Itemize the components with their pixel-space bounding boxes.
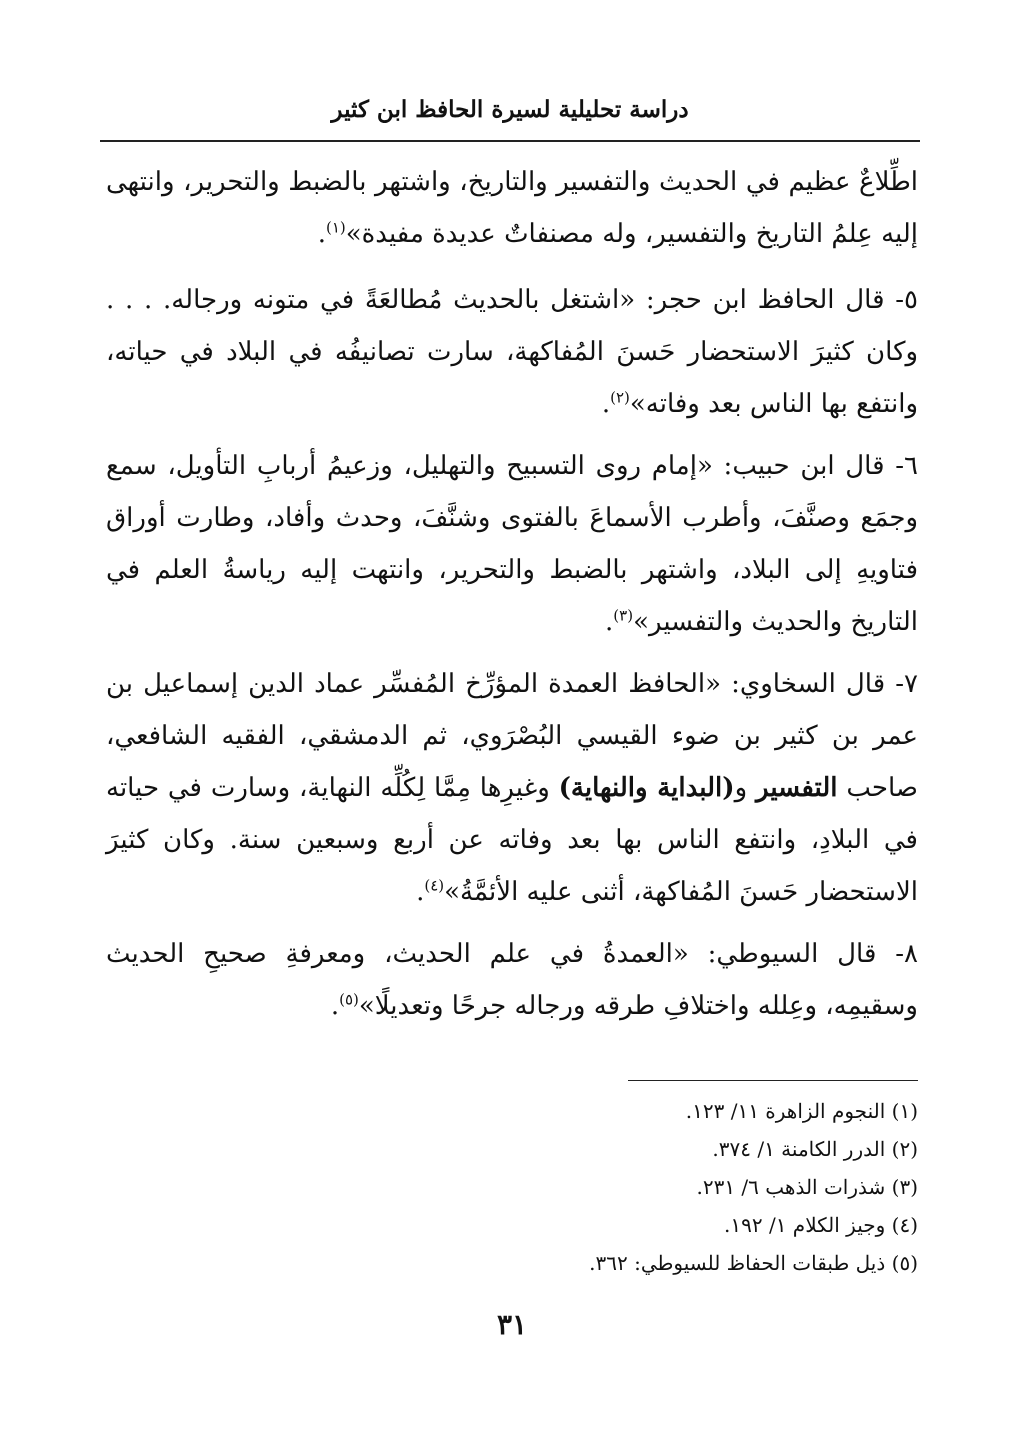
paragraph-text: قال السيوطي: «العمدةُ في علم الحديث، ومعرفةِ صحيحِ الحديث وسقيمِه، وعِلله واختلافِ طرقه ورجاله جرحًا وتعديلًا» <box>106 939 918 1021</box>
item-number: ٨- <box>895 939 919 969</box>
footnote-1: (١) النجوم الزاهرة ١١/ ١٢٣. <box>685 1099 918 1123</box>
paragraph-text: اطِّلاعٌ عظيم في الحديث والتفسير والتاريخ، واشتهر بالضبط والتحرير، وانتهى إليه عِلمُ التاريخ والتفسير، وله مصنفاتٌ عديدة مفيدة» <box>106 167 918 249</box>
paragraph-5: ٥- قال الحافظ ابن حجر: «اشتغل بالحديث مُطالعَةً في متونه ورجاله. . . . وكان كثيرَ الاستحضار حَسنَ المُفاكهة، سارت تصانيفُه في البلاد في حياته، وانتفع بها الناس بعد وفاته»$^{(٢)}$. <box>106 285 919 419</box>
running-header: دراسة تحليلية لسيرة الحافظ ابن كثير <box>331 96 689 123</box>
body-text <box>106 156 918 1042</box>
item-number: ٦- <box>895 451 919 481</box>
footnote-ref: (٣) <box>613 606 634 625</box>
footnote-ref: (٤) <box>424 876 445 895</box>
page-number: ٣١ <box>496 1308 528 1341</box>
footnote-3: (٣) شذرات الذهب ٦/ ٢٣١. <box>696 1175 918 1199</box>
item-number: ٧- <box>895 669 918 699</box>
paragraph-text: و <box>734 773 756 803</box>
item-number: ٥- <box>895 285 919 315</box>
bold-title-bidaya: (البداية والنهاية) <box>558 773 735 803</box>
footnote-ref: (١) <box>325 218 346 237</box>
paragraph-text: قال السخاوي: «الحافظ العمدة المؤرِّخ المُفسِّر عماد الدين إسماعيل بن عمر بن كثير بن ضوء القيسي البُصْرَوي، ثم الدمشقي، الفقيه الشافعي، صاحب <box>106 669 918 803</box>
paragraph-7: ٧- قال السخاوي: «الحافظ العمدة المؤرِّخ المُفسِّر عماد الدين إسماعيل بن عمر بن كثير بن ضوء القيسي البُصْرَوي، ثم الدمشقي، الفقيه الشافعي، صاحب التفسير و(البداية والنهاية) وغيرِها مِمَّا لِكُلِّه النهاية، وسارت في حياته في البلادِ، وانتفع الناس بها بعد وفاته عن أربع وسبعين سنة. وكان كثيرَ الاستحضار حَسنَ المُفاكهة، أثنى عليه الأئمَّةُ»$^{(٤)}$. <box>106 669 918 907</box>
paragraph-text: قال ابن حبيب: «إمام روى التسبيح والتهليل، وزعيمُ أربابِ التأويل، سمع وجمَع وصنَّفَ، وأطرب الأسماعَ بالفتوى وشنَّفَ، وحدث وأفاد، وطارت أوراق فتاويهِ إلى البلاد، واشتهر بالضبط والتحرير، وانتهت إليه رياسةُ العلم في التاريخ والحديث والتفسير» <box>106 451 918 637</box>
header-rule <box>100 140 920 142</box>
paragraph-8: ٨- قال السيوطي: «العمدةُ في علم الحديث، ومعرفةِ صحيحِ الحديث وسقيمِه، وعِلله واختلافِ طرقه ورجاله جرحًا وتعديلًا»$^{(٥)}$. <box>106 939 919 1021</box>
paragraph-text: قال الحافظ ابن حجر: «اشتغل بالحديث مُطالعَةً في متونه ورجاله. . . . وكان كثيرَ الاستحضار حَسنَ المُفاكهة، سارت تصانيفُه في البلاد في حياته، وانتفع بها الناس بعد وفاته» <box>106 285 918 419</box>
bold-title-tafsir: التفسير <box>755 773 838 803</box>
footnote-ref: (٢) <box>610 388 630 407</box>
footnote-4: (٤) وجيز الكلام ١/ ١٩٢. <box>724 1213 918 1237</box>
paragraph-continuation: اطِّلاعٌ عظيم في الحديث والتفسير والتاريخ، واشتهر بالضبط والتحرير، وانتهى إليه عِلمُ التاريخ والتفسير، وله مصنفاتٌ عديدة مفيدة»$^{(١)}$. <box>106 167 918 249</box>
footnote-5: (٥) ذيل طبقات الحفاظ للسيوطي: ٣٦٢. <box>589 1251 918 1275</box>
footnotes <box>106 1092 918 1282</box>
footnote-rule <box>628 1080 918 1081</box>
footnote-ref: (٥) <box>339 990 359 1009</box>
paragraph-text: وغيرِها مِمَّا لِكُلِّه النهاية، وسارت في حياته في البلادِ، وانتفع الناس بها بعد وفاته عن أربع وسبعين سنة. وكان كثيرَ الاستحضار حَسنَ المُفاكهة، أثنى عليه الأئمَّةُ» <box>106 773 918 907</box>
paragraph-6: ٦- قال ابن حبيب: «إمام روى التسبيح والتهليل، وزعيمُ أربابِ التأويل، سمع وجمَع وصنَّفَ، وأطرب الأسماعَ بالفتوى وشنَّفَ، وحدث وأفاد، وطارت أوراق فتاويهِ إلى البلاد، واشتهر بالضبط والتحرير، وانتهت إليه رياسةُ العلم في التاريخ والحديث والتفسير»$^{(٣)}$. <box>106 451 919 637</box>
footnote-2: (٢) الدرر الكامنة ١/ ٣٧٤. <box>712 1137 918 1161</box>
